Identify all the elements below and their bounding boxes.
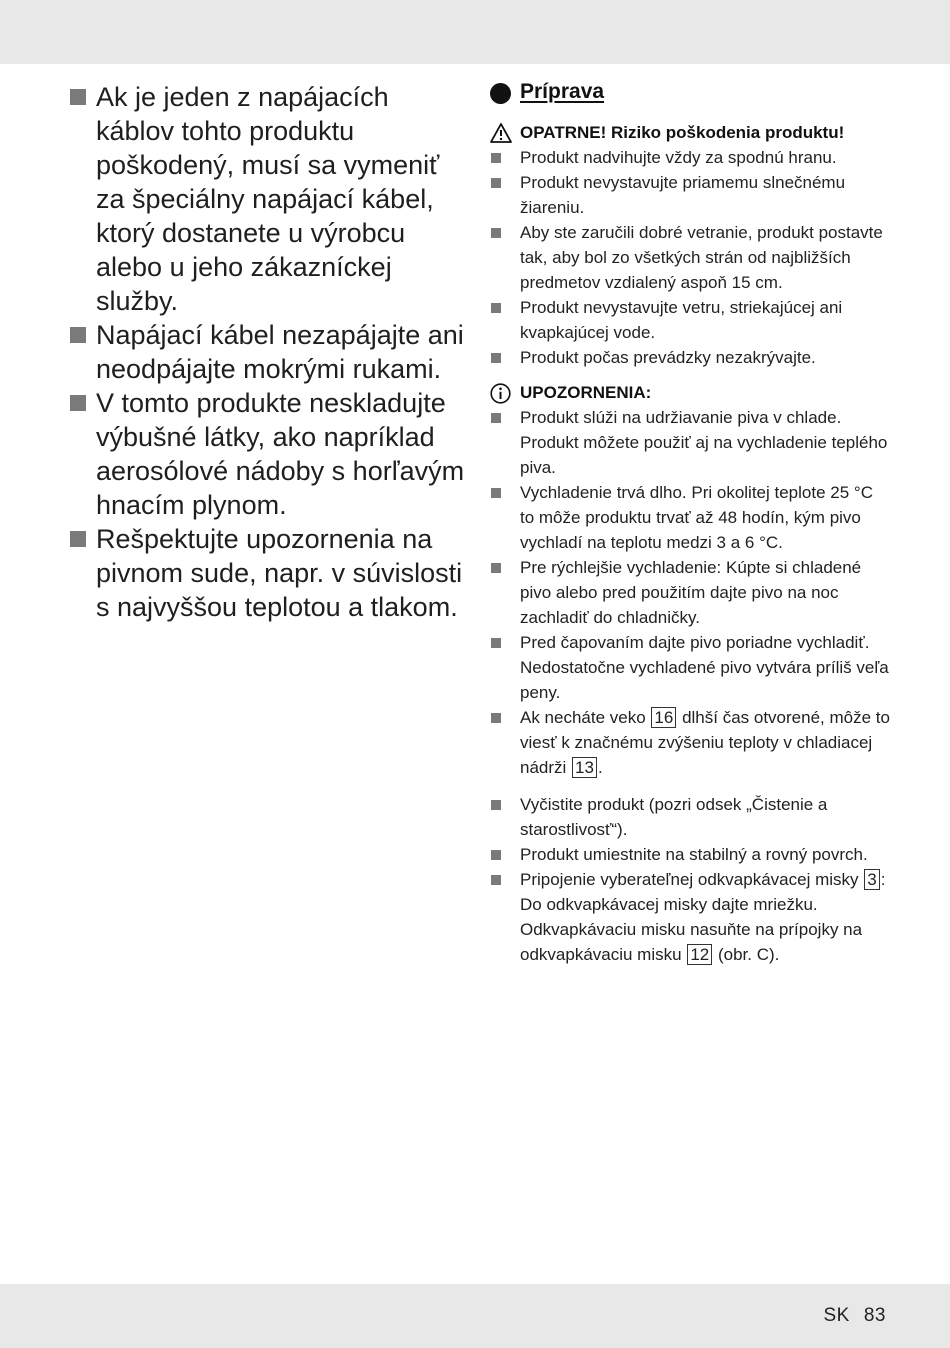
- list-item: [490, 170, 890, 220]
- square-bullet-icon: [491, 303, 501, 313]
- right-column: [490, 80, 890, 967]
- list-item: [490, 145, 890, 170]
- info-icon: [490, 383, 511, 404]
- page-footer: [824, 1305, 887, 1327]
- list-item-text: Rešpektujte upozornenia na pivnom sude, napr. v súvislosti s najvyššou teplotou a tlakom.: [96, 524, 463, 622]
- square-bullet-icon: [491, 488, 501, 498]
- list-item: [490, 295, 890, 345]
- list-item: [490, 630, 890, 705]
- part-reference: 13: [572, 757, 597, 778]
- list-item-text: Produkt nevystavujte vetru, striekajúcej ani kvapkajúcej vode.: [520, 298, 843, 342]
- list-item-text: V tomto produkte neskladujte výbušné látky, ako napríklad aerosólové nádoby s horľavým hnacím plynom.: [96, 388, 465, 520]
- header-band: [0, 0, 950, 64]
- square-bullet-icon: [491, 563, 501, 573]
- list-item: [490, 555, 890, 630]
- list-item-text: Produkt nadvihujte vždy za spodnú hranu.: [520, 148, 837, 167]
- list-item-text: Aby ste zaručili dobré vetranie, produkt postavte tak, aby bol zo všetkých strán od najbližších predmetov vzdialený aspoň 15 cm.: [520, 223, 883, 292]
- list-item: [490, 405, 890, 480]
- steps-list: [490, 792, 890, 967]
- notes-heading-text: UPOZORNENIA:: [520, 383, 652, 402]
- part-reference: 16: [651, 707, 676, 728]
- list-item: [490, 792, 890, 842]
- square-bullet-icon: [491, 413, 501, 423]
- notes-list: [490, 405, 890, 780]
- square-bullet-icon: [491, 713, 501, 723]
- list-item-text: Produkt umiestnite na stabilný a rovný povrch.: [520, 845, 868, 864]
- square-bullet-icon: [70, 327, 86, 343]
- section-title: Príprava: [520, 80, 605, 103]
- left-column: [70, 80, 470, 624]
- list-item: [70, 318, 470, 386]
- list-item: [70, 80, 470, 318]
- square-bullet-icon: [491, 850, 501, 860]
- footer-band: [0, 1284, 950, 1348]
- square-bullet-icon: [491, 178, 501, 188]
- part-reference: 3: [864, 869, 879, 890]
- list-item-text: Vychladenie trvá dlho. Pri okolitej teplote 25 °C to môže produktu trvať až 48 hodín, kým pivo vychladí na teplotu medzi 3 a 6 °C.: [520, 483, 873, 552]
- notes-heading: [490, 380, 890, 405]
- square-bullet-icon: [491, 228, 501, 238]
- list-item-text: Produkt počas prevádzky nezakrývajte.: [520, 348, 816, 367]
- part-reference: 12: [687, 944, 712, 965]
- list-item: [490, 842, 890, 867]
- square-bullet-icon: [70, 531, 86, 547]
- list-item: [490, 220, 890, 295]
- page-number: 83: [863, 1305, 886, 1326]
- list-item-text: Pripojenie vyberateľnej odkvapkávacej misky 3 : Do odkvapkávacej misky dajte mriežku. Odkvapkávaciu misku nasuňte na prípojky na odkvapkávaciu misku 12 (obr. C).: [520, 870, 886, 964]
- square-bullet-icon: [491, 875, 501, 885]
- list-item-text: Produkt slúži na udržiavanie piva v chlade. Produkt môžete použiť aj na vychladenie teplého piva.: [520, 408, 888, 477]
- square-bullet-icon: [491, 800, 501, 810]
- list-item-text: Napájací kábel nezapájajte ani neodpájajte mokrými rukami.: [96, 320, 464, 384]
- square-bullet-icon: [70, 89, 86, 105]
- section-heading: [490, 80, 890, 112]
- caution-heading: [490, 120, 890, 145]
- warning-triangle-icon: [490, 123, 512, 143]
- list-item: [70, 522, 470, 624]
- square-bullet-icon: [70, 395, 86, 411]
- list-item: [490, 867, 890, 967]
- list-item-text: Ak necháte veko 16 dlhší čas otvorené, môže to viesť k značnému zvýšeniu teploty v chladiacej nádrži 13 .: [520, 708, 890, 777]
- square-bullet-icon: [491, 353, 501, 363]
- list-item: [490, 705, 890, 780]
- list-item: [490, 345, 890, 370]
- list-item: [70, 386, 470, 522]
- square-bullet-icon: [491, 638, 501, 648]
- list-item-text: Pre rýchlejšie vychladenie: Kúpte si chladené pivo alebo pred použitím dajte pivo na noc zachladiť do chladničky.: [520, 558, 862, 627]
- square-bullet-icon: [491, 153, 501, 163]
- list-item-text: Ak je jeden z napájacích káblov tohto produktu poškodený, musí sa vymeniť za špeciálny napájací kábel, ktorý dostanete u výrobcu alebo u jeho zákazníckej služby.: [96, 82, 440, 316]
- list-item: [490, 480, 890, 555]
- list-item-text: Pred čapovaním dajte pivo poriadne vychladiť. Nedostatočne vychladené pivo vytvára príliš veľa peny.: [520, 633, 889, 702]
- caution-list: [490, 145, 890, 370]
- caution-text: OPATRNE! Riziko poškodenia produktu!: [520, 123, 845, 142]
- filled-circle-icon: [490, 83, 511, 104]
- list-item-text: Vyčistite produkt (pozri odsek „Čistenie a starostlivosť“).: [520, 795, 828, 839]
- list-item-text: Produkt nevystavujte priamemu slnečnému žiareniu.: [520, 173, 846, 217]
- language-code: SK: [823, 1305, 850, 1326]
